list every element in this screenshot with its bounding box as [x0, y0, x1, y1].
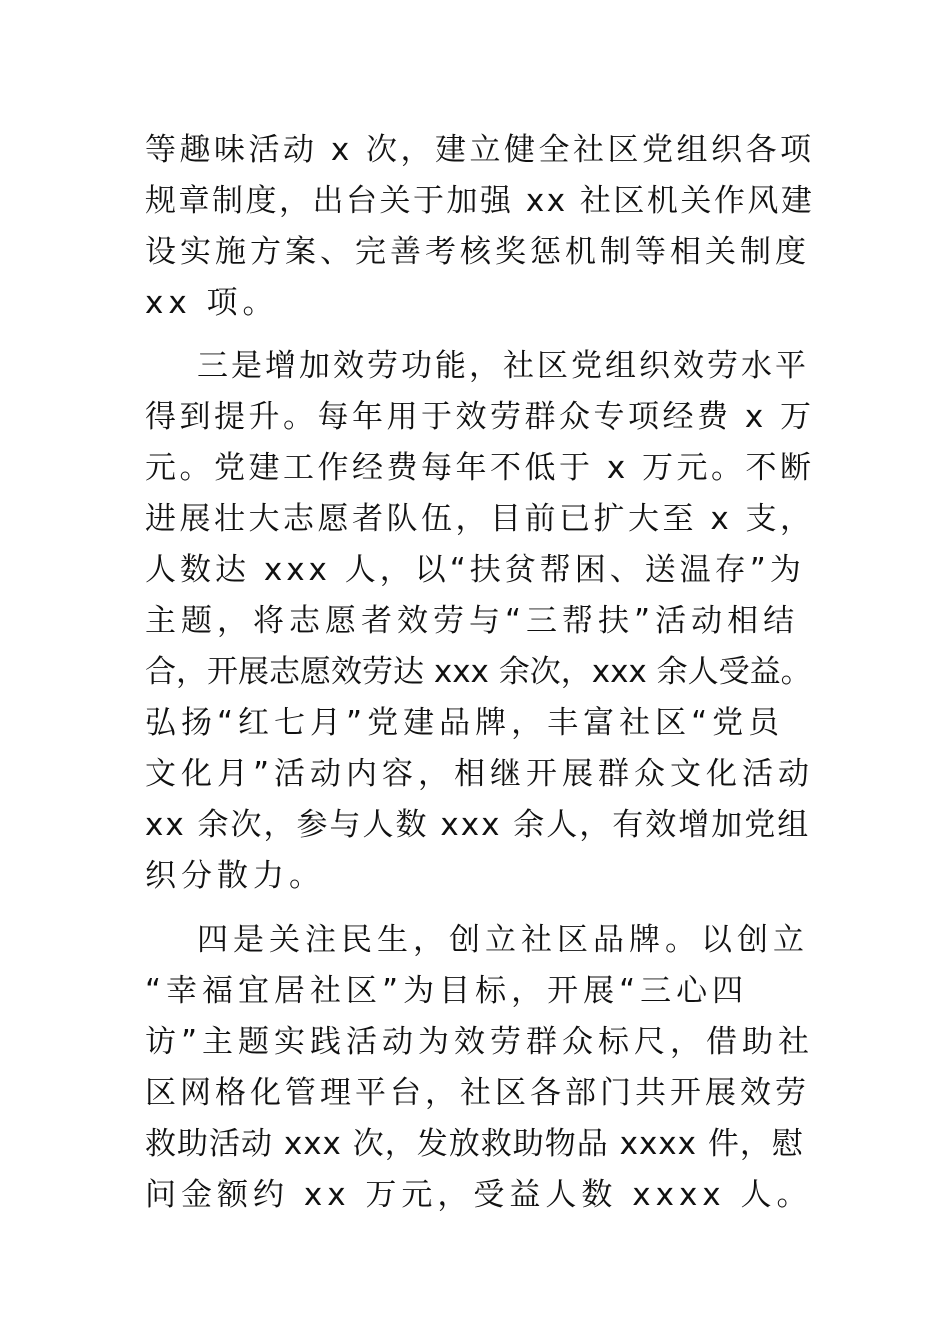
paragraph-3-line-3: 访”主题实践活动为效劳群众标尺，借助社: [145, 1024, 815, 1060]
paragraph-3-line-4: 区网格化管理平台，社区各部门共开展效劳: [145, 1075, 810, 1111]
paragraph-3-line-1: 四是关注民生，创立社区品牌。以创立: [197, 922, 809, 958]
paragraph-2-line-8: 弘扬“红七月”党建品牌，丰富社区“党员: [145, 705, 785, 741]
paragraph-2-line-11: 织分散力。: [145, 858, 325, 894]
paragraph-2-line-7: 合，开展志愿效劳达 xxx 余次，xxx 余人受益。: [145, 654, 812, 690]
paragraph-2-line-6: 主题，将志愿者效劳与“三帮扶”活动相结: [145, 603, 800, 639]
paragraph-1-line-3: 设实施方案、完善考核奖惩机制等相关制度: [145, 234, 810, 270]
paragraph-2-line-9: 文化月”活动内容，相继开展群众文化活动: [145, 756, 815, 792]
paragraph-3-line-5: 救助活动 xxx 次，发放救助物品 xxxx 件，慰: [145, 1126, 804, 1162]
paragraph-2-line-5: 人数达 xxx 人，以“扶贫帮困、送温存”为: [145, 552, 805, 588]
paragraph-1-line-2: 规章制度，出台关于加强 xx 社区机关作风建: [145, 183, 815, 219]
paragraph-2-line-2: 得到提升。每年用于效劳群众专项经费 x 万: [145, 399, 815, 435]
paragraph-2-line-3: 元。党建工作经费每年不低于 x 万元。不断: [145, 450, 815, 486]
paragraph-2-line-1: 三是增加效劳功能，社区党组织效劳水平: [197, 348, 809, 384]
paragraph-3-line-6: 问金额约 xx 万元，受益人数 xxxx 人。: [145, 1177, 813, 1213]
paragraph-3-line-2: “幸福宜居社区”为目标，开展“三心四: [145, 973, 749, 1009]
paragraph-2-line-4: 进展壮大志愿者队伍，目前已扩大至 x 支，: [145, 501, 815, 537]
paragraph-1-line-4: xx 项。: [145, 285, 279, 321]
paragraph-1-line-1: 等趣味活动 x 次，建立健全社区党组织各项: [145, 132, 815, 168]
paragraph-2-line-10: xx 余次，参与人数 xxx 余人，有效增加党组: [145, 807, 811, 843]
